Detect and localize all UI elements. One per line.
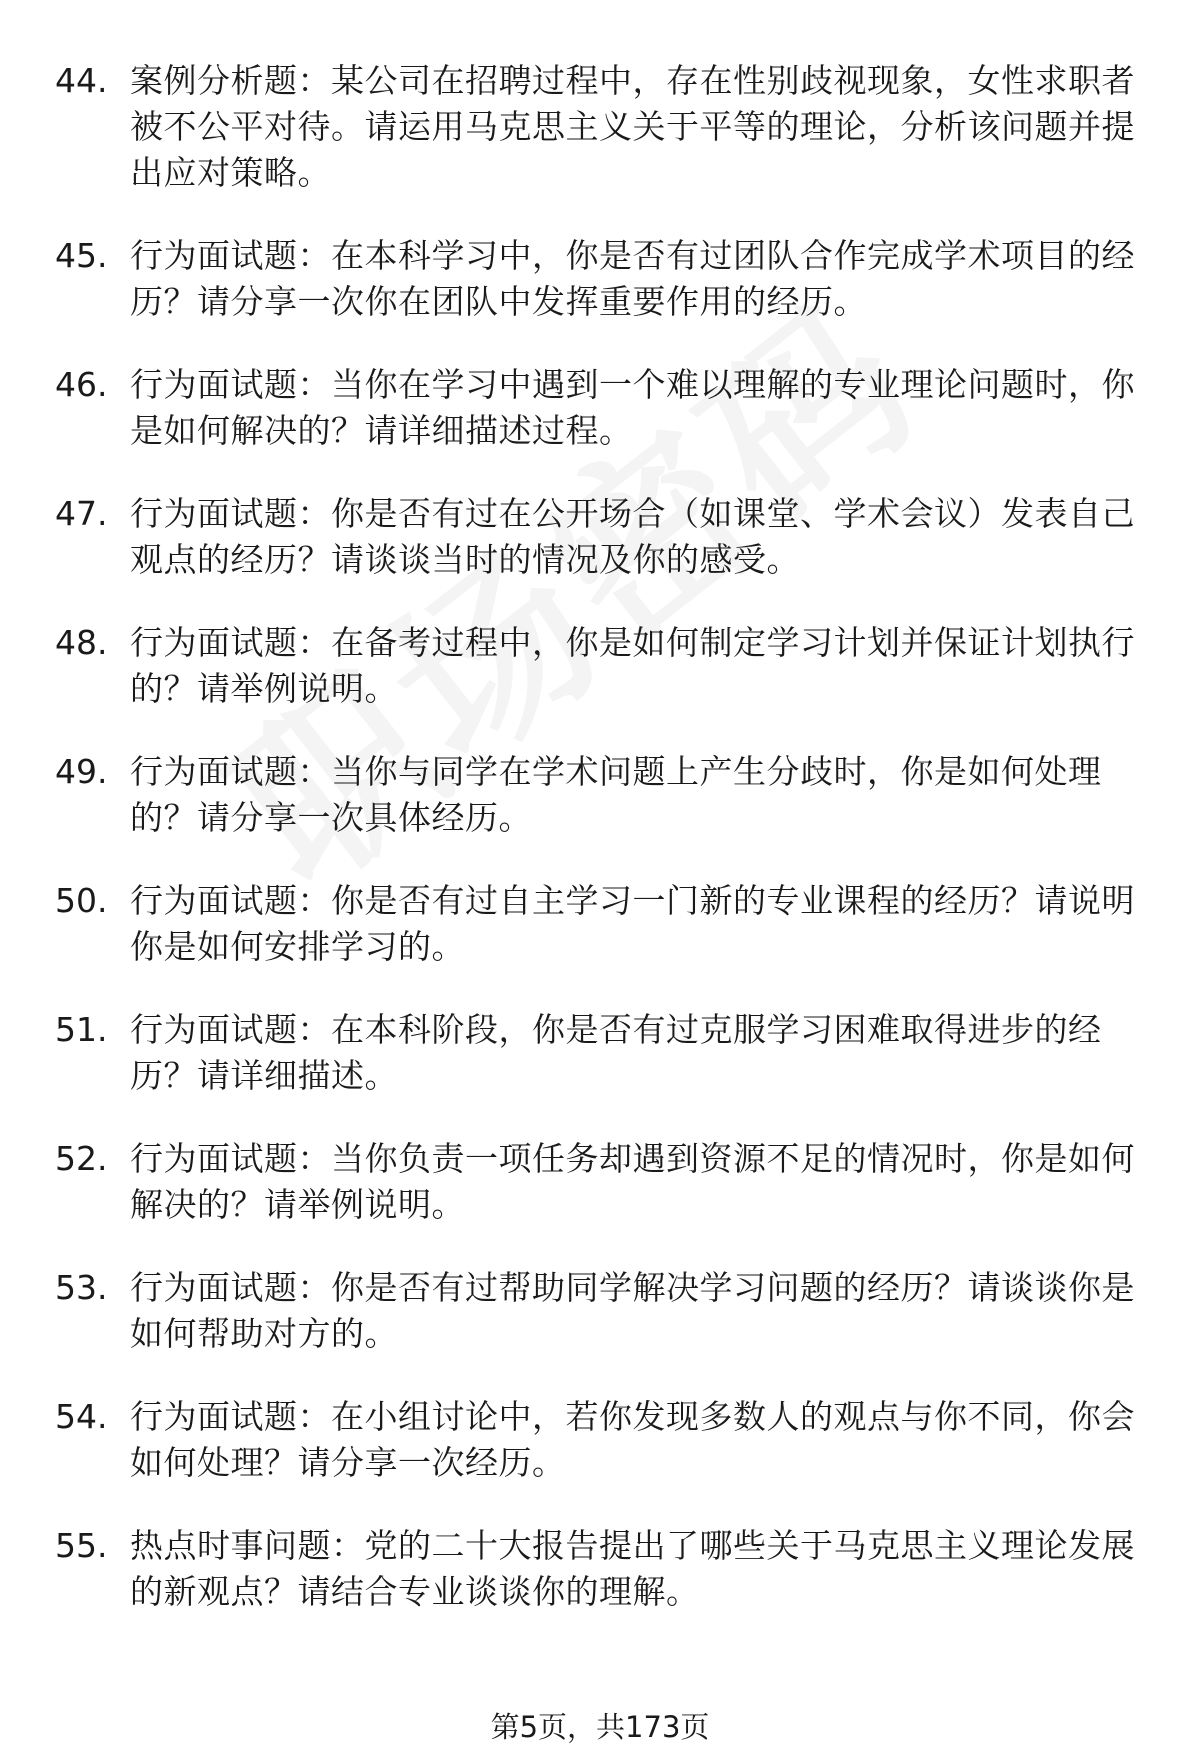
question-item	[55, 749, 1145, 841]
question-item	[55, 1136, 1145, 1228]
question-number: 51.	[55, 1010, 108, 1049]
question-list	[55, 58, 1145, 1652]
question-item	[55, 1523, 1145, 1615]
question-number: 45.	[55, 236, 108, 275]
question-item	[55, 1007, 1145, 1099]
question-text: 热点时事问题：党的二十大报告提出了哪些关于马克思主义理论发展的新观点？请结合专业谈谈你的理解。	[130, 1526, 1135, 1611]
question-item	[55, 491, 1145, 583]
question-item	[55, 58, 1145, 196]
question-text: 行为面试题：当你负责一项任务却遇到资源不足的情况时，你是如何解决的？请举例说明。	[130, 1139, 1135, 1224]
question-number: 46.	[55, 365, 108, 404]
question-item	[55, 233, 1145, 325]
question-item	[55, 362, 1145, 454]
question-item	[55, 878, 1145, 970]
question-text: 行为面试题：当你在学习中遇到一个难以理解的专业理论问题时，你是如何解决的？请详细描述过程。	[130, 365, 1135, 450]
question-number: 44.	[55, 61, 108, 100]
question-number: 54.	[55, 1397, 108, 1436]
question-item	[55, 1265, 1145, 1357]
question-text: 行为面试题：你是否有过在公开场合（如课堂、学术会议）发表自己观点的经历？请谈谈当时的情况及你的感受。	[130, 494, 1135, 579]
page-footer: 第5页，共173页	[490, 1710, 710, 1744]
question-number: 47.	[55, 494, 108, 533]
question-item	[55, 1394, 1145, 1486]
question-number: 48.	[55, 623, 108, 662]
question-text: 行为面试题：在备考过程中，你是如何制定学习计划并保证计划执行的？请举例说明。	[130, 623, 1135, 708]
question-number: 52.	[55, 1139, 108, 1178]
question-number: 50.	[55, 881, 108, 920]
question-text: 行为面试题：在本科学习中，你是否有过团队合作完成学术项目的经历？请分享一次你在团队中发挥重要作用的经历。	[130, 236, 1135, 321]
question-text: 行为面试题：在本科阶段，你是否有过克服学习困难取得进步的经历？请详细描述。	[130, 1010, 1102, 1095]
question-text: 行为面试题：当你与同学在学术问题上产生分歧时，你是如何处理的？请分享一次具体经历。	[130, 752, 1102, 837]
question-item	[55, 620, 1145, 712]
question-text: 行为面试题：你是否有过帮助同学解决学习问题的经历？请谈谈你是如何帮助对方的。	[130, 1268, 1135, 1353]
question-text: 行为面试题：你是否有过自主学习一门新的专业课程的经历？请说明你是如何安排学习的。	[130, 881, 1135, 966]
question-text: 案例分析题：某公司在招聘过程中，存在性别歧视现象，女性求职者被不公平对待。请运用马克思主义关于平等的理论，分析该问题并提出应对策略。	[130, 61, 1135, 192]
question-number: 55.	[55, 1526, 108, 1565]
question-number: 53.	[55, 1268, 108, 1307]
question-number: 49.	[55, 752, 108, 791]
question-text: 行为面试题：在小组讨论中，若你发现多数人的观点与你不同，你会如何处理？请分享一次经历。	[130, 1397, 1135, 1482]
